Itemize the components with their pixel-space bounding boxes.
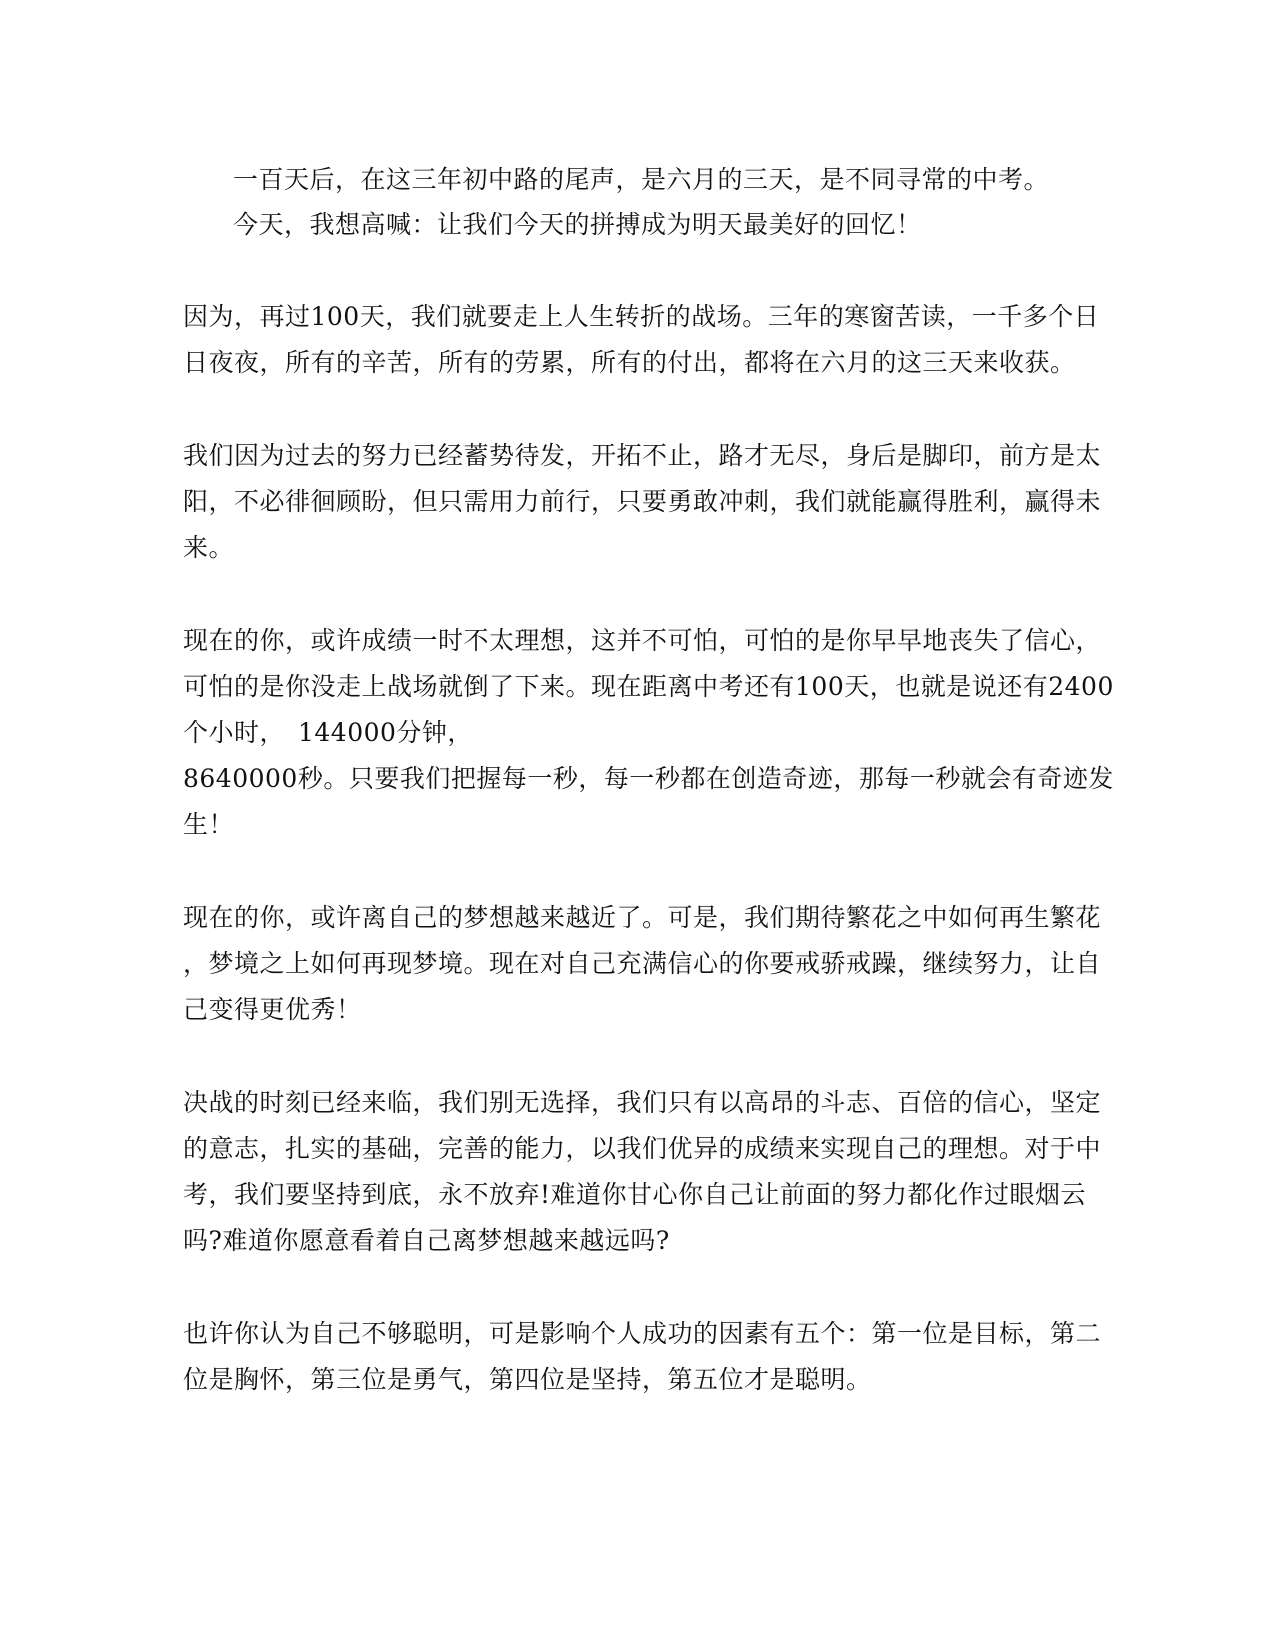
text-line: 阳，不必徘徊顾盼，但只需用力前行，只要勇敢冲刺，我们就能赢得胜利，赢得未: [183, 487, 1102, 516]
text-line: 8640000秒。只要我们把握每一秒，每一秒都在创造奇迹，那每一秒就会有奇迹发: [183, 764, 1114, 793]
text-line: 的意志，扎实的基础，完善的能力，以我们优异的成绩来实现自己的理想。对于中: [183, 1134, 1102, 1163]
text-line: 个小时， 144000分钟，: [183, 718, 473, 747]
text-line: 来。: [183, 533, 235, 562]
text-line: 考，我们要坚持到底，永不放弃!难道你甘心你自己让前面的努力都化作过眼烟云: [183, 1180, 1087, 1209]
text-line: 日夜夜，所有的辛苦，所有的劳累，所有的付出，都将在六月的这三天来收获。: [183, 348, 1076, 377]
text-line: 今天，我想高喊：让我们今天的拼搏成为明天最美好的回忆！: [233, 210, 922, 239]
text-line: 己变得更优秀！: [183, 995, 362, 1024]
text-line: 吗?难道你愿意看着自己离梦想越来越远吗?: [183, 1226, 670, 1255]
text-line: 位是胸怀，第三位是勇气，第四位是坚持，第五位才是聪明。: [183, 1365, 872, 1394]
text-line: 因为，再过100天，我们就要走上人生转折的战场。三年的寒窗苦读，一千多个日: [183, 302, 1100, 331]
text-line: 现在的你，或许离自己的梦想越来越近了。可是，我们期待繁花之中如何再生繁花: [183, 903, 1102, 932]
text-line: 现在的你，或许成绩一时不太理想，这并不可怕，可怕的是你早早地丧失了信心，: [183, 626, 1102, 655]
text-line: 我们因为过去的努力已经蓄势待发，开拓不止，路才无尽，身后是脚印，前方是太: [183, 441, 1102, 470]
text-line: ，梦境之上如何再现梦境。现在对自己充满信心的你要戒骄戒躁，继续努力，让自: [183, 949, 1102, 978]
text-line: 决战的时刻已经来临，我们别无选择，我们只有以高昂的斗志、百倍的信心，坚定: [183, 1088, 1102, 1117]
text-line: 一百天后，在这三年初中路的尾声，是六月的三天，是不同寻常的中考。: [233, 165, 1050, 194]
text-line: 可怕的是你没走上战场就倒了下来。现在距离中考还有100天，也就是说还有2400: [183, 672, 1114, 701]
text-line: 生！: [183, 810, 235, 839]
text-line: 也许你认为自己不够聪明，可是影响个人成功的因素有五个：第一位是目标，第二: [183, 1319, 1102, 1348]
